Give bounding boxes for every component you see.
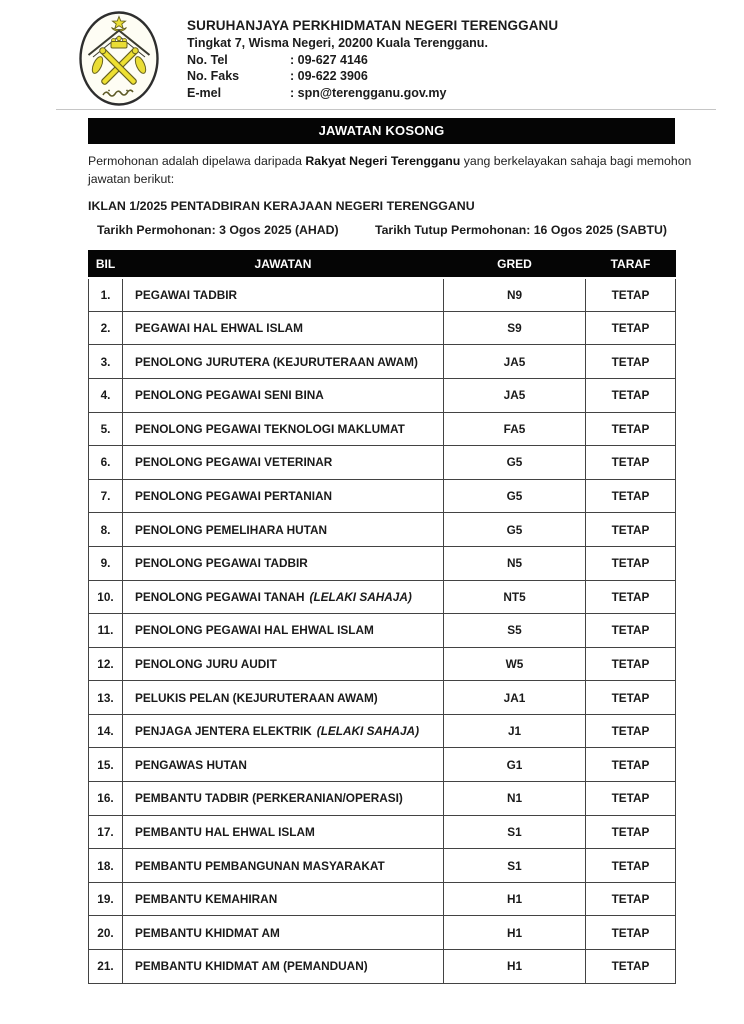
column-header-jawatan: JAWATAN (123, 250, 444, 278)
contact-email-value: : spn@terengganu.gov.my (290, 85, 447, 100)
row-bil: 11. (89, 614, 123, 648)
row-bil: 4. (89, 378, 123, 412)
contact-fax-label: No. Faks (187, 69, 240, 83)
row-taraf: TETAP (586, 513, 676, 547)
row-bil: 8. (89, 513, 123, 547)
table-row (89, 782, 676, 816)
row-jawatan: PENGAWAS HUTAN (123, 748, 444, 782)
row-bil: 21. (89, 950, 123, 984)
row-jawatan: PENOLONG JURUTERA (KEJURUTERAAN AWAM) (123, 345, 444, 379)
row-gred: G5 (444, 446, 586, 480)
row-gred: H1 (444, 916, 586, 950)
row-bil: 6. (89, 446, 123, 480)
vacancy-table (88, 250, 676, 984)
row-jawatan: PEMBANTU PEMBANGUNAN MASYARAKAT (123, 849, 444, 883)
open-date: Tarikh Permohonan: 3 Ogos 2025 (AHAD) (97, 222, 339, 237)
row-bil: 17. (89, 815, 123, 849)
column-header-bil: BIL (89, 250, 123, 278)
table-row (89, 278, 676, 312)
row-gred: H1 (444, 882, 586, 916)
row-gred: S1 (444, 849, 586, 883)
vacancy-table-body (89, 278, 676, 983)
row-taraf: TETAP (586, 446, 676, 480)
row-bil: 15. (89, 748, 123, 782)
row-taraf: TETAP (586, 614, 676, 648)
row-taraf: TETAP (586, 345, 676, 379)
row-gred: JA5 (444, 345, 586, 379)
row-gred: N1 (444, 782, 586, 816)
row-bil: 2. (89, 311, 123, 345)
row-jawatan: PEMBANTU KHIDMAT AM (123, 916, 444, 950)
organization-address: Tingkat 7, Wisma Negeri, 20200 Kuala Terengganu. (187, 36, 488, 50)
row-taraf: TETAP (586, 546, 676, 580)
organization-name: SURUHANJAYA PERKHIDMATAN NEGERI TERENGGANU (187, 18, 559, 33)
row-bil: 1. (89, 278, 123, 312)
row-bil: 13. (89, 681, 123, 715)
row-jawatan: PENOLONG PEGAWAI TEKNOLOGI MAKLUMAT (123, 412, 444, 446)
row-jawatan: PEMBANTU KEMAHIRAN (123, 882, 444, 916)
row-bil: 7. (89, 479, 123, 513)
row-jawatan: PENOLONG PEGAWAI SENI BINA (123, 378, 444, 412)
row-bil: 16. (89, 782, 123, 816)
table-row (89, 446, 676, 480)
row-gred: N5 (444, 546, 586, 580)
table-row (89, 412, 676, 446)
table-row (89, 479, 676, 513)
row-bil: 14. (89, 714, 123, 748)
table-row (89, 849, 676, 883)
row-jawatan: PEGAWAI HAL EHWAL ISLAM (123, 311, 444, 345)
row-jawatan: PENOLONG PEGAWAI TADBIR (123, 546, 444, 580)
row-taraf: TETAP (586, 681, 676, 715)
table-row (89, 882, 676, 916)
row-taraf: TETAP (586, 849, 676, 883)
contact-tel-value: : 09-627 4146 (290, 52, 368, 67)
banner-title: JAWATAN KOSONG (88, 118, 675, 144)
row-taraf: TETAP (586, 412, 676, 446)
contact-fax-value: : 09-622 3906 (290, 69, 368, 83)
row-jawatan: PEMBANTU KHIDMAT AM (PEMANDUAN) (123, 950, 444, 984)
row-taraf: TETAP (586, 748, 676, 782)
column-header-taraf: TARAF (586, 250, 676, 278)
row-jawatan: PENOLONG PEGAWAI VETERINAR (123, 446, 444, 480)
contact-email (187, 86, 558, 100)
intro-pre: Permohonan adalah dipelawa daripada (88, 154, 306, 168)
row-gred: G5 (444, 479, 586, 513)
row-taraf: TETAP (586, 815, 676, 849)
row-taraf: TETAP (586, 714, 676, 748)
row-taraf: TETAP (586, 580, 676, 614)
row-gred: G1 (444, 748, 586, 782)
row-gred: G5 (444, 513, 586, 547)
column-header-gred: GRED (444, 250, 586, 278)
row-gred: S9 (444, 311, 586, 345)
row-bil: 19. (89, 882, 123, 916)
table-row (89, 345, 676, 379)
intro-paragraph (88, 153, 694, 189)
row-gred: FA5 (444, 412, 586, 446)
table-row (89, 378, 676, 412)
table-row (89, 950, 676, 984)
letterhead-text (187, 10, 558, 100)
row-taraf: TETAP (586, 647, 676, 681)
row-taraf: TETAP (586, 479, 676, 513)
row-jawatan: PEGAWAI TADBIR (123, 278, 444, 312)
row-gred: JA5 (444, 378, 586, 412)
row-taraf: TETAP (586, 311, 676, 345)
row-gred: N9 (444, 278, 586, 312)
row-gred: H1 (444, 950, 586, 984)
table-header-row (89, 250, 676, 278)
row-jawatan: PENOLONG JURU AUDIT (123, 647, 444, 681)
contact-email-label: E-mel (187, 85, 222, 100)
table-row (89, 815, 676, 849)
row-gred: S5 (444, 614, 586, 648)
intro-bold: Rakyat Negeri Terengganu (305, 154, 461, 168)
row-taraf: TETAP (586, 916, 676, 950)
row-taraf: TETAP (586, 278, 676, 312)
row-bil: 12. (89, 647, 123, 681)
row-gred: JA1 (444, 681, 586, 715)
table-row (89, 647, 676, 681)
row-jawatan: PENOLONG PEGAWAI TANAH (LELAKI SAHAJA) (123, 580, 444, 614)
row-jawatan: PENJAGA JENTERA ELEKTRIK (LELAKI SAHAJA) (123, 714, 444, 748)
row-jawatan: PENOLONG PEMELIHARA HUTAN (123, 513, 444, 547)
application-dates (97, 223, 744, 237)
table-row (89, 513, 676, 547)
table-row (89, 311, 676, 345)
row-bil: 5. (89, 412, 123, 446)
table-row (89, 614, 676, 648)
row-jawatan: PEMBANTU TADBIR (PERKERANIAN/OPERASI) (123, 782, 444, 816)
row-bil: 3. (89, 345, 123, 379)
table-row (89, 681, 676, 715)
row-taraf: TETAP (586, 782, 676, 816)
table-row (89, 916, 676, 950)
row-gred: J1 (444, 714, 586, 748)
row-jawatan: PENOLONG PEGAWAI PERTANIAN (123, 479, 444, 513)
table-row (89, 580, 676, 614)
row-bil: 9. (89, 546, 123, 580)
close-date: Tarikh Tutup Permohonan: 16 Ogos 2025 (SABTU) (375, 222, 667, 237)
row-jawatan: PEMBANTU HAL EHWAL ISLAM (123, 815, 444, 849)
row-gred: NT5 (444, 580, 586, 614)
row-gred: S1 (444, 815, 586, 849)
contact-fax (187, 69, 558, 83)
letterhead (0, 0, 744, 108)
intro-post: yang berkelayakan sahaja bagi memohon jawatan berikut: (88, 154, 692, 186)
row-bil: 20. (89, 916, 123, 950)
advert-heading: IKLAN 1/2025 PENTADBIRAN KERAJAAN NEGERI TERENGGANU (88, 198, 475, 213)
table-row (89, 748, 676, 782)
table-row (89, 714, 676, 748)
row-taraf: TETAP (586, 882, 676, 916)
row-bil: 18. (89, 849, 123, 883)
row-taraf: TETAP (586, 950, 676, 984)
row-bil: 10. (89, 580, 123, 614)
row-gred: W5 (444, 647, 586, 681)
table-row (89, 546, 676, 580)
terengganu-state-crest-logo (78, 10, 160, 107)
row-jawatan: PENOLONG PEGAWAI HAL EHWAL ISLAM (123, 614, 444, 648)
row-taraf: TETAP (586, 378, 676, 412)
row-jawatan: PELUKIS PELAN (KEJURUTERAAN AWAM) (123, 681, 444, 715)
letterhead-divider (56, 109, 716, 110)
contact-tel-label: No. Tel (187, 52, 228, 67)
contact-tel (187, 53, 558, 67)
